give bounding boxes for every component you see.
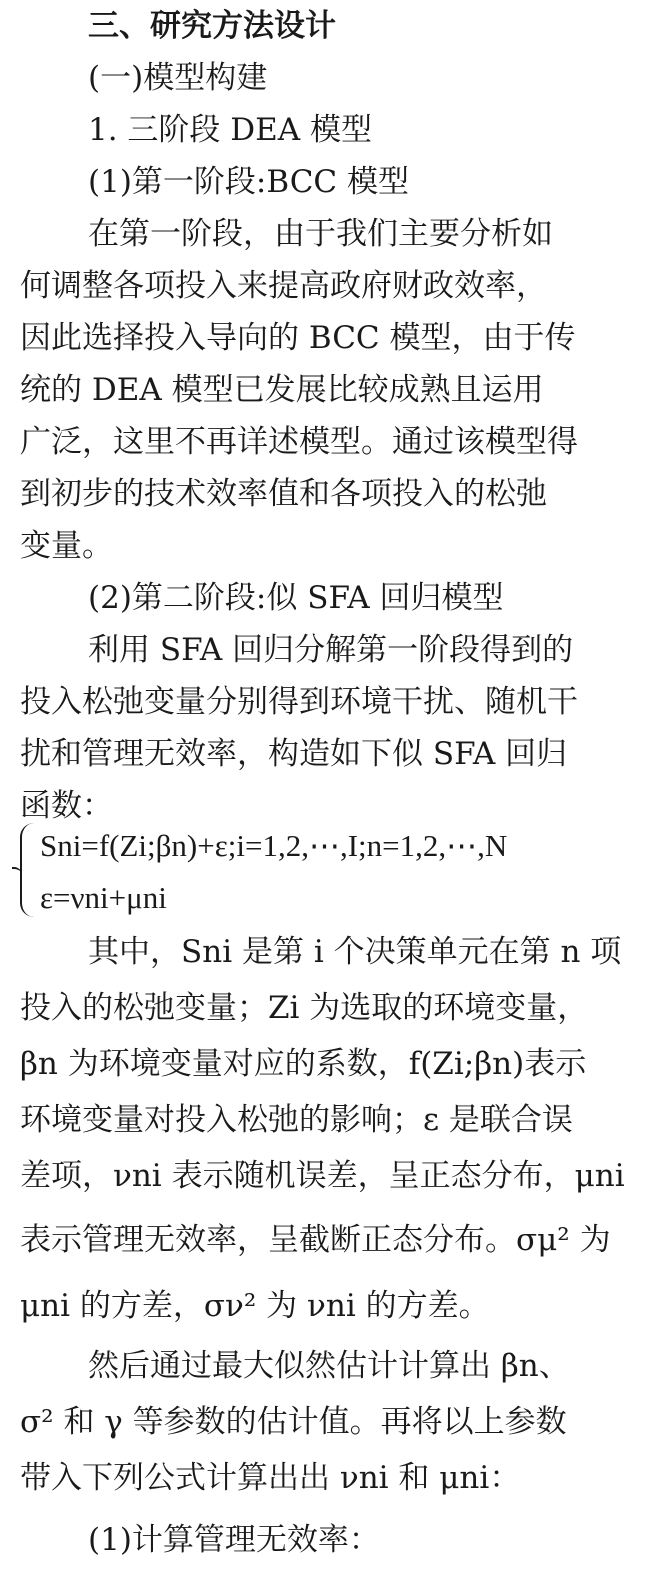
- paragraph-line: 然后通过最大似然估计计算出 βn、: [88, 1348, 570, 1384]
- subsection-heading: (一)模型构建: [88, 60, 268, 96]
- paragraph-line: 其中，Sni 是第 i 个决策单元在第 n 项: [88, 934, 622, 970]
- paragraph-line: 变量。: [20, 528, 113, 564]
- formula-heading: (1)计算管理无效率：: [88, 1522, 380, 1558]
- paragraph-line: 带入下列公式计算出出 νni 和 μni：: [20, 1460, 521, 1496]
- paragraph-line: 扰和管理无效率，构造如下似 SFA 回归: [20, 736, 568, 772]
- equation-line: ε=νni+μni: [40, 880, 167, 915]
- paragraph-line: βn 为环境变量对应的系数，f(Zi;βn)表示: [20, 1046, 587, 1082]
- paragraph-line: 投入的松弛变量；Zi 为选取的环境变量，: [20, 990, 589, 1026]
- stage-one-heading: (1)第一阶段:BCC 模型: [88, 164, 410, 200]
- paragraph-line: 在第一阶段，由于我们主要分析如: [88, 216, 553, 252]
- equation-brace: [20, 823, 36, 917]
- paragraph-line: 函数：: [20, 788, 113, 824]
- paragraph-line: 差项，νni 表示随机误差，呈正态分布，μni: [20, 1158, 625, 1194]
- paragraph-line: 到初步的技术效率值和各项投入的松弛: [20, 476, 547, 512]
- paragraph-line: 表示管理无效率，呈截断正态分布。σμ² 为: [20, 1222, 611, 1258]
- paragraph-line: 何调整各项投入来提高政府财政效率，: [20, 268, 547, 304]
- model-heading: 1. 三阶段 DEA 模型: [88, 112, 373, 148]
- stage-two-heading: (2)第二阶段:似 SFA 回归模型: [88, 580, 504, 616]
- paragraph-line: 利用 SFA 回归分解第一阶段得到的: [88, 632, 574, 668]
- paragraph-line: 统的 DEA 模型已发展比较成熟且运用: [20, 372, 544, 408]
- paragraph-line: μni 的方差，σν² 为 νni 的方差。: [20, 1288, 490, 1324]
- paragraph-line: σ² 和 γ 等参数的估计值。再将以上参数: [20, 1404, 567, 1440]
- paragraph-line: 环境变量对投入松弛的影响；ε 是联合误: [20, 1102, 573, 1138]
- paragraph-line: 投入松弛变量分别得到环境干扰、随机干: [20, 684, 578, 720]
- paragraph-line: 因此选择投入导向的 BCC 模型，由于传: [20, 320, 576, 356]
- paragraph-line: 广泛，这里不再详述模型。通过该模型得: [20, 424, 578, 460]
- section-heading: 三、研究方法设计: [88, 8, 336, 44]
- equation-line: Sni=f(Zi;βn)+ε;i=1,2,⋯,I;n=1,2,⋯,N: [40, 828, 508, 863]
